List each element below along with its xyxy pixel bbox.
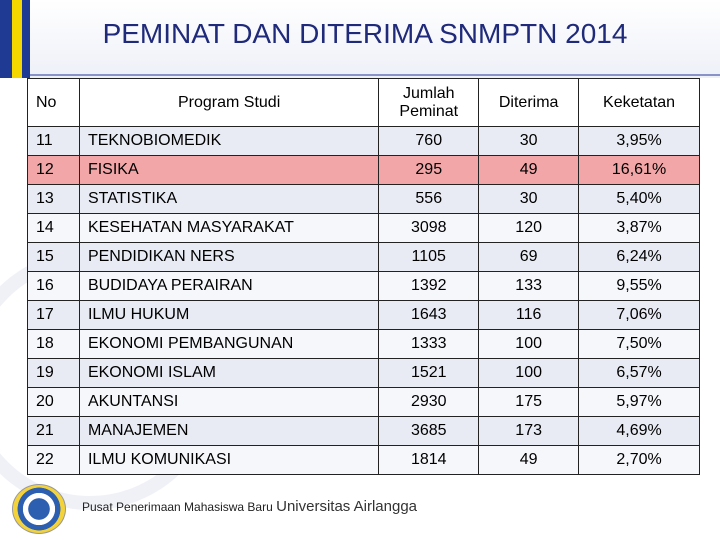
cell-diterima: 116: [479, 301, 579, 330]
cell-jumlah-peminat: 1333: [379, 330, 479, 359]
cell-program-studi: ILMU HUKUM: [79, 301, 378, 330]
university-logo: [12, 484, 66, 534]
cell-no: 13: [28, 185, 80, 214]
title-divider: [30, 74, 720, 76]
cell-diterima: 133: [479, 272, 579, 301]
cell-no: 16: [28, 272, 80, 301]
cell-jumlah-peminat: 556: [379, 185, 479, 214]
cell-keketatan: 4,69%: [579, 417, 700, 446]
table-row: [28, 330, 700, 359]
cell-no: 21: [28, 417, 80, 446]
footer-big-text: Universitas Airlangga: [276, 498, 418, 515]
cell-keketatan: 3,87%: [579, 214, 700, 243]
cell-program-studi: EKONOMI ISLAM: [79, 359, 378, 388]
cell-diterima: 120: [479, 214, 579, 243]
table-row: [28, 214, 700, 243]
cell-diterima: 49: [479, 156, 579, 185]
cell-no: 18: [28, 330, 80, 359]
footer: [82, 498, 417, 515]
header-diterima: Diterima: [479, 79, 579, 127]
cell-keketatan: 6,24%: [579, 243, 700, 272]
cell-no: 15: [28, 243, 80, 272]
cell-jumlah-peminat: 2930: [379, 388, 479, 417]
table-row: [28, 301, 700, 330]
stripe-blue: [0, 0, 12, 78]
cell-program-studi: ILMU KOMUNIKASI: [79, 446, 378, 475]
cell-diterima: 100: [479, 359, 579, 388]
table-row: [28, 185, 700, 214]
cell-diterima: 30: [479, 127, 579, 156]
table-row: [28, 127, 700, 156]
cell-jumlah-peminat: 1105: [379, 243, 479, 272]
cell-program-studi: EKONOMI PEMBANGUNAN: [79, 330, 378, 359]
header-program-studi: Program Studi: [79, 79, 378, 127]
cell-jumlah-peminat: 3685: [379, 417, 479, 446]
cell-jumlah-peminat: 1521: [379, 359, 479, 388]
cell-program-studi: PENDIDIKAN NERS: [79, 243, 378, 272]
cell-keketatan: 5,97%: [579, 388, 700, 417]
cell-keketatan: 7,06%: [579, 301, 700, 330]
cell-program-studi: TEKNOBIOMEDIK: [79, 127, 378, 156]
cell-jumlah-peminat: 1814: [379, 446, 479, 475]
cell-no: 17: [28, 301, 80, 330]
cell-no: 19: [28, 359, 80, 388]
table-row: [28, 272, 700, 301]
cell-no: 11: [28, 127, 80, 156]
cell-program-studi: FISIKA: [79, 156, 378, 185]
stripe-blue-2: [22, 0, 30, 78]
table-header-row: [28, 79, 700, 127]
cell-jumlah-peminat: 760: [379, 127, 479, 156]
header-no: No: [28, 79, 80, 127]
cell-jumlah-peminat: 3098: [379, 214, 479, 243]
footer-small-text: Pusat Penerimaan Mahasiswa Baru: [82, 500, 273, 514]
cell-jumlah-peminat: 1392: [379, 272, 479, 301]
cell-program-studi: MANAJEMEN: [79, 417, 378, 446]
cell-program-studi: BUDIDAYA PERAIRAN: [79, 272, 378, 301]
table-row: [28, 359, 700, 388]
cell-program-studi: AKUNTANSI: [79, 388, 378, 417]
cell-no: 14: [28, 214, 80, 243]
cell-keketatan: 16,61%: [579, 156, 700, 185]
cell-diterima: 30: [479, 185, 579, 214]
cell-jumlah-peminat: 1643: [379, 301, 479, 330]
cell-program-studi: KESEHATAN MASYARAKAT: [79, 214, 378, 243]
stripe-yellow: [12, 0, 22, 78]
table-row: [28, 156, 700, 185]
cell-diterima: 175: [479, 388, 579, 417]
cell-no: 22: [28, 446, 80, 475]
snmptn-table: [27, 78, 700, 475]
table-row: [28, 446, 700, 475]
table-row: [28, 388, 700, 417]
table-row: [28, 417, 700, 446]
cell-keketatan: 2,70%: [579, 446, 700, 475]
page-title: PEMINAT DAN DITERIMA SNMPTN 2014: [102, 18, 628, 49]
header-jumlah-peminat: Jumlah Peminat: [379, 79, 479, 127]
cell-program-studi: STATISTIKA: [79, 185, 378, 214]
table-row: [28, 243, 700, 272]
cell-keketatan: 7,50%: [579, 330, 700, 359]
cell-diterima: 100: [479, 330, 579, 359]
cell-diterima: 69: [479, 243, 579, 272]
cell-keketatan: 5,40%: [579, 185, 700, 214]
cell-keketatan: 9,55%: [579, 272, 700, 301]
cell-diterima: 49: [479, 446, 579, 475]
cell-no: 12: [28, 156, 80, 185]
cell-no: 20: [28, 388, 80, 417]
header-keketatan: Keketatan: [579, 79, 700, 127]
cell-diterima: 173: [479, 417, 579, 446]
cell-keketatan: 3,95%: [579, 127, 700, 156]
cell-keketatan: 6,57%: [579, 359, 700, 388]
table-body: [28, 127, 700, 475]
cell-jumlah-peminat: 295: [379, 156, 479, 185]
